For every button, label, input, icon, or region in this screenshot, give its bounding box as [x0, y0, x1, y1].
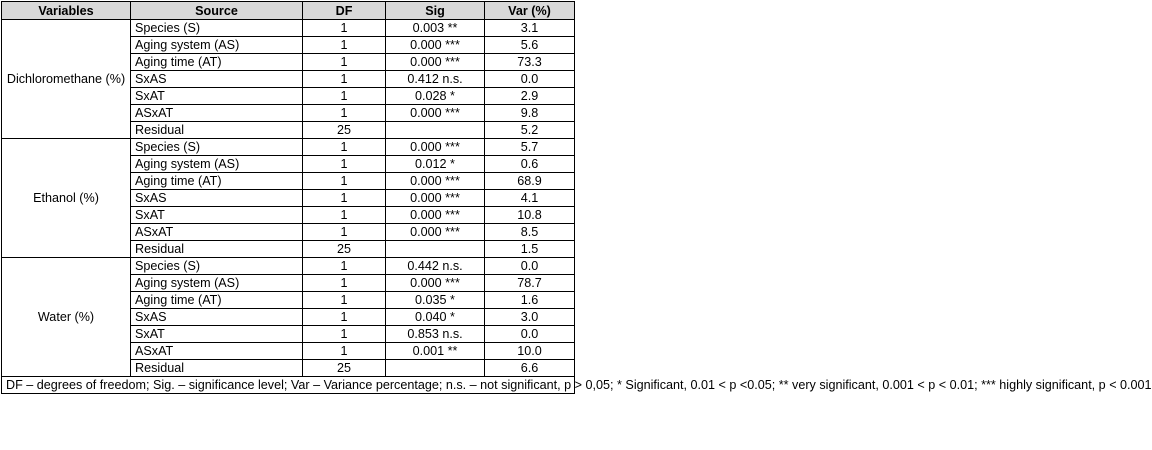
var-cell: 68.9	[485, 173, 575, 190]
df-cell: 1	[303, 326, 386, 343]
df-cell: 25	[303, 360, 386, 377]
df-cell: 1	[303, 156, 386, 173]
sig-cell: 0.000 ***	[386, 139, 485, 156]
source-cell: ASxAT	[131, 343, 303, 360]
sig-cell: 0.000 ***	[386, 37, 485, 54]
var-cell: 5.7	[485, 139, 575, 156]
source-cell: Aging time (AT)	[131, 54, 303, 71]
df-cell: 1	[303, 207, 386, 224]
var-cell: 0.0	[485, 258, 575, 275]
sig-cell: 0.000 ***	[386, 275, 485, 292]
source-cell: SxAS	[131, 309, 303, 326]
sig-cell: 0.040 *	[386, 309, 485, 326]
source-cell: SxAT	[131, 326, 303, 343]
var-cell: 5.6	[485, 37, 575, 54]
header-variables: Variables	[2, 2, 131, 20]
source-cell: Species (S)	[131, 139, 303, 156]
sig-cell: 0.000 ***	[386, 54, 485, 71]
df-cell: 1	[303, 20, 386, 37]
source-cell: Aging system (AS)	[131, 156, 303, 173]
sig-cell: 0.000 ***	[386, 105, 485, 122]
var-cell: 10.0	[485, 343, 575, 360]
sig-cell: 0.003 **	[386, 20, 485, 37]
source-cell: Aging system (AS)	[131, 275, 303, 292]
source-cell: Aging time (AT)	[131, 173, 303, 190]
df-cell: 25	[303, 122, 386, 139]
sig-cell	[386, 122, 485, 139]
df-cell: 1	[303, 139, 386, 156]
var-cell: 2.9	[485, 88, 575, 105]
sig-cell: 0.000 ***	[386, 190, 485, 207]
df-cell: 1	[303, 343, 386, 360]
sig-cell: 0.412 n.s.	[386, 71, 485, 88]
source-cell: SxAS	[131, 71, 303, 88]
header-row	[2, 2, 575, 20]
source-cell: Residual	[131, 122, 303, 139]
source-cell: Aging system (AS)	[131, 37, 303, 54]
var-cell: 0.0	[485, 326, 575, 343]
sig-cell: 0.853 n.s.	[386, 326, 485, 343]
table-row	[2, 20, 575, 37]
df-cell: 1	[303, 37, 386, 54]
sig-cell: 0.035 *	[386, 292, 485, 309]
var-cell: 8.5	[485, 224, 575, 241]
var-cell: 4.1	[485, 190, 575, 207]
sig-cell	[386, 360, 485, 377]
df-cell: 1	[303, 224, 386, 241]
var-cell: 9.8	[485, 105, 575, 122]
sig-cell: 0.028 *	[386, 88, 485, 105]
df-cell: 1	[303, 258, 386, 275]
source-cell: ASxAT	[131, 224, 303, 241]
source-cell: ASxAT	[131, 105, 303, 122]
source-cell: Aging time (AT)	[131, 292, 303, 309]
sig-cell: 0.442 n.s.	[386, 258, 485, 275]
header-var: Var (%)	[485, 2, 575, 20]
footnote-cell	[2, 377, 1152, 394]
df-cell: 1	[303, 173, 386, 190]
table-body	[2, 20, 1152, 394]
sig-cell: 0.000 ***	[386, 207, 485, 224]
table-row	[2, 258, 575, 275]
df-cell: 1	[303, 54, 386, 71]
variable-cell: Dichloromethane (%)	[2, 20, 131, 139]
var-cell: 5.2	[485, 122, 575, 139]
header-df: DF	[303, 2, 386, 20]
source-cell: Species (S)	[131, 258, 303, 275]
var-cell: 0.6	[485, 156, 575, 173]
df-cell: 1	[303, 275, 386, 292]
source-cell: Species (S)	[131, 20, 303, 37]
header-source: Source	[131, 2, 303, 20]
df-cell: 1	[303, 309, 386, 326]
df-cell: 1	[303, 292, 386, 309]
sig-cell: 0.000 ***	[386, 173, 485, 190]
df-cell: 1	[303, 71, 386, 88]
anova-table	[1, 1, 1152, 394]
sig-cell: 0.000 ***	[386, 224, 485, 241]
sig-cell: 0.012 *	[386, 156, 485, 173]
var-cell: 3.0	[485, 309, 575, 326]
var-cell: 3.1	[485, 20, 575, 37]
var-cell: 78.7	[485, 275, 575, 292]
source-cell: Residual	[131, 241, 303, 258]
variable-cell: Ethanol (%)	[2, 139, 131, 258]
var-cell: 0.0	[485, 71, 575, 88]
sig-cell: 0.001 **	[386, 343, 485, 360]
var-cell: 73.3	[485, 54, 575, 71]
df-cell: 1	[303, 190, 386, 207]
variable-cell: Water (%)	[2, 258, 131, 377]
source-cell: SxAT	[131, 88, 303, 105]
source-cell: SxAS	[131, 190, 303, 207]
source-cell: Residual	[131, 360, 303, 377]
header-sig: Sig	[386, 2, 485, 20]
df-cell: 1	[303, 88, 386, 105]
footnote-text: DF – degrees of freedom; Sig. – significance level; Var – Variance percentage; n.s. – not significant, p > 0,05; * Significant, 0.01 < p <0.05; ** very significant, 0.001 < p < 0.01; *** highly significant, p < 0.001	[6, 378, 1152, 392]
table-row	[2, 139, 575, 156]
sig-cell	[386, 241, 485, 258]
df-cell: 1	[303, 105, 386, 122]
source-cell: SxAT	[131, 207, 303, 224]
df-cell: 25	[303, 241, 386, 258]
var-cell: 1.5	[485, 241, 575, 258]
var-cell: 6.6	[485, 360, 575, 377]
var-cell: 1.6	[485, 292, 575, 309]
var-cell: 10.8	[485, 207, 575, 224]
